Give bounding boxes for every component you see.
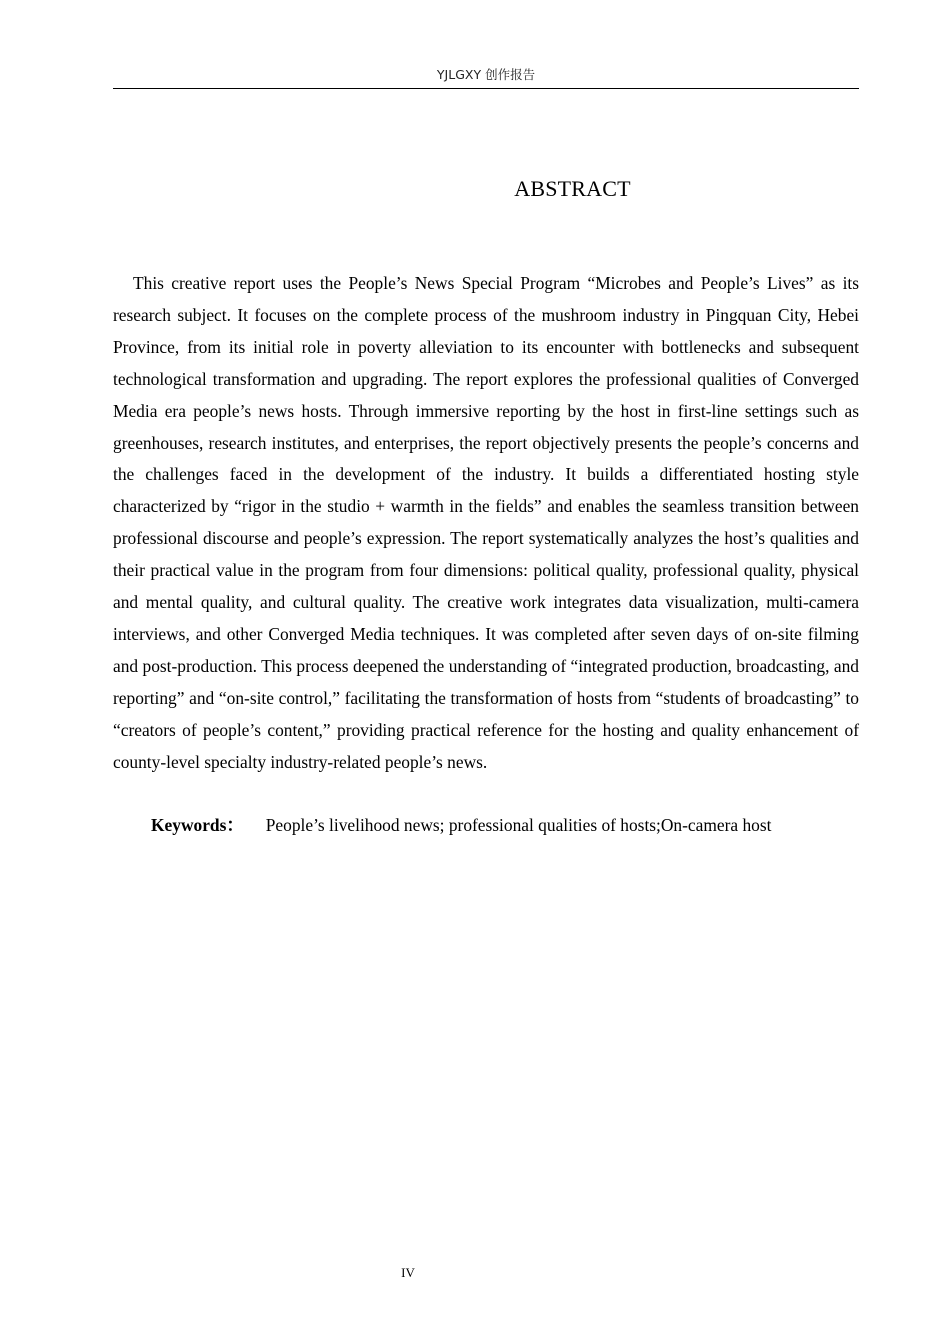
running-header-text: YJLGXY 创作报告: [436, 67, 536, 82]
running-header: [113, 66, 859, 89]
keywords-label: Keywords: [151, 815, 227, 835]
keywords-line: [151, 810, 859, 842]
keywords-separator: ：: [226, 815, 244, 835]
keywords-text: People’s livelihood news; professional qualities of hosts;On-camera host: [265, 815, 772, 835]
abstract-title: ABSTRACT: [514, 176, 631, 201]
page-number: IV: [401, 1265, 415, 1280]
abstract-paragraph: This creative report uses the People’s News Special Program “Microbes and People’s Lives” as its research subject. It focuses on the complete process of the mushroom industry in Pingquan City, Hebei Province, from its initial role in poverty alleviation to its encounter with bottlenecks and subsequent technological transformation and upgrading. The report explores the professional qualities of Converged Media era people’s news hosts. Through immersive reporting by the host in first-line settings such as greenhouses, research institutes, and enterprises, the report objectively presents the people’s concerns and the challenges faced in the development of the industry. It builds a differentiated hosting style characterized by “rigor in the studio + warmth in the fields” and enables the seamless transition between professional discourse and people’s expression. The report systematically analyzes the host’s qualities and their practical value in the program from four dimensions: political quality, professional quality, physical and mental quality, and cultural quality. The creative work integrates data visualization, multi-camera interviews, and other Converged Media techniques. It was completed after seven days of on-site filming and post-production. This process deepened the understanding of “integrated production, broadcasting, and reporting” and “on-site control,” facilitating the transformation of hosts from “students of broadcasting” to “creators of people’s content,” providing practical reference for the hosting and quality enhancement of county-level specialty industry-related people’s news.: [113, 273, 859, 772]
